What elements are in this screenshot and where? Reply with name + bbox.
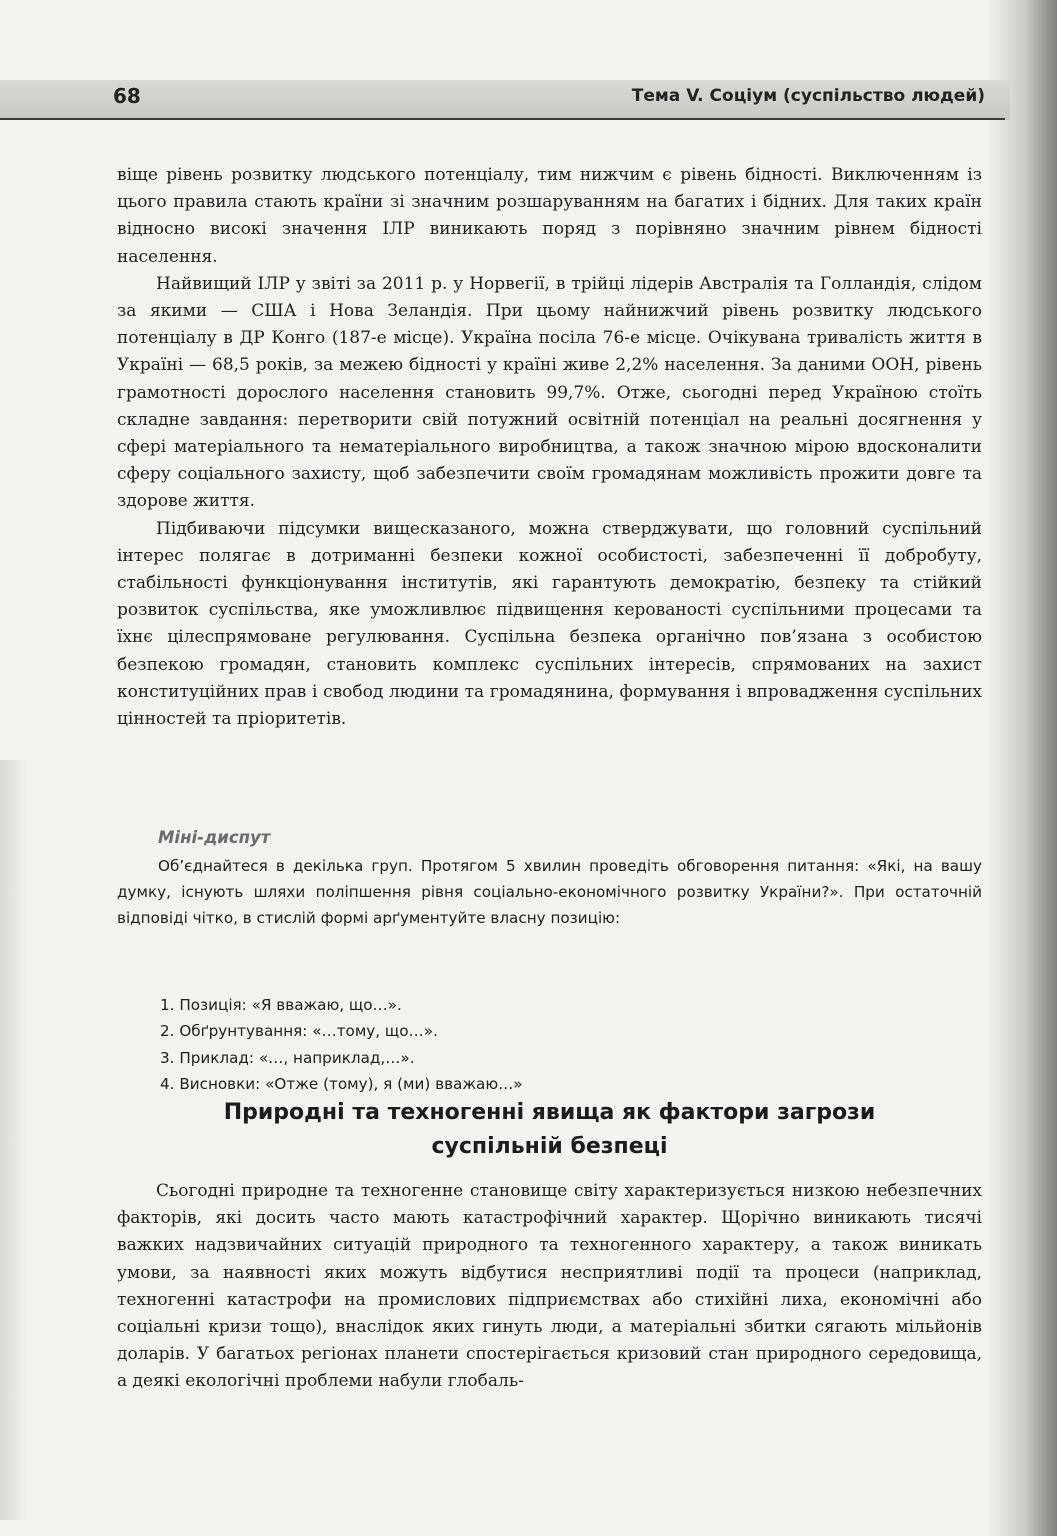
mini-dispute-intro [117, 853, 982, 931]
paragraph: Підбиваючи підсумки вищесказаного, можна стверджувати, що головний суспільний інтерес полягає в дотриманні безпеки кожної особистості, забезпеченні її добробуту, стабільності функціонування інститутів, які гарантують демократію, безпеку та стійкий розвиток суспільства, яке уможливлює підвищення керованості суспільними процесами та їхнє цілеспрямоване регулювання. Суспільна безпека органічно пов’язана з особистою безпекою громадян, становить комплекс суспільних інтересів, спрямованих на захист конституційних прав і свобод людини та громадянина, формування і впровадження суспільних цінностей та пріоритетів. [117, 518, 982, 730]
list-item: 4. Висновки: «Отже (тому), я (ми) вважаю…» [160, 1074, 523, 1093]
paragraph: Об’єднайтеся в декілька груп. Протягом 5 хвилин проведіть обговорення питання: «Які, на вашу думку, існують шляхи поліпшення рівня соціально-економічного розвитку України?». При остаточній відповіді чітко, в стислій формі арґументуйте власну позицію: [117, 857, 982, 927]
section-heading-line: суспільній безпеці [431, 1134, 668, 1159]
list-item: 2. Обґрунтування: «…тому, що…». [160, 1022, 438, 1041]
paragraph: віще рівень розвитку людського потенціалу, тим нижчим є рівень бідності. Виключенням із цього правила стають країни зі значним розшаруванням на багатих і бідних. Для таких країн відносно високі значення ІЛР виникають поряд з порівняно значним рівнем бідності населення. [117, 165, 982, 267]
list-item: 3. Приклад: «…, наприклад,…». [160, 1048, 415, 1067]
body-text-section [117, 1178, 982, 1396]
section-heading [117, 1096, 982, 1164]
mini-dispute-title: Міні-диспут [158, 828, 271, 847]
section-heading-line: Природні та техногенні явища як фактори загрози [223, 1100, 876, 1125]
paragraph: Сьогодні природне та техногенне становище світу характеризується низкою небезпечних факторів, які досить часто мають катастрофічний характер. Щорічно виникають тисячі важких надзвичайних ситуацій природного та техногенного характеру, а також виникать умови, за наявності яких можуть відбутися несприятливі події та процеси (наприклад, техногенні катастрофи на промислових підприємствах або стихійні лиха, економічні або соціальні кризи тощо), внаслідок яких гинуть люди, а матеріальні збитки сягають мільйонів доларів. У багатьох регіонах планети спостерігається кризовий стан природного середовища, а деякі екологічні проблеми набули глобаль- [117, 1181, 982, 1392]
running-head: Тема V. Соціум (суспільство людей) [631, 86, 985, 106]
mini-dispute-list [160, 992, 860, 1097]
paragraph: Найвищий ІЛР у звіті за 2011 р. у Норвегії, в трійці лідерів Австралія та Голландія, слідом за якими — США і Нова Зеландія. При цьому найнижчий рівень розвитку людського потенціалу в ДР Конго (187-е місце). Україна посіла 76-е місце. Очікувана тривалість життя в Україні — 68,5 років, за межею бідності у країні живе 2,2% населення. За даними ООН, рівень грамотності дорослого населення становить 99,7%. Отже, сьогодні перед Україною стоїть складне завдання: перетворити свій потужний освітній потенціал на реальні досягнення у сфері матеріального та нематеріального виробництва, а також значною мірою вдосконалити сферу соціального захисту, щоб забезпечити своїм громадянам можливість прожити довге та здорове життя. [117, 273, 982, 512]
body-text-top [117, 162, 982, 733]
book-gutter-shadow [987, 0, 1057, 1536]
header-rule [0, 118, 1005, 120]
page-edge-shadow [0, 760, 28, 1520]
page-number: 68 [113, 84, 141, 108]
list-item: 1. Позиція: «Я вважаю, що…». [160, 996, 402, 1014]
